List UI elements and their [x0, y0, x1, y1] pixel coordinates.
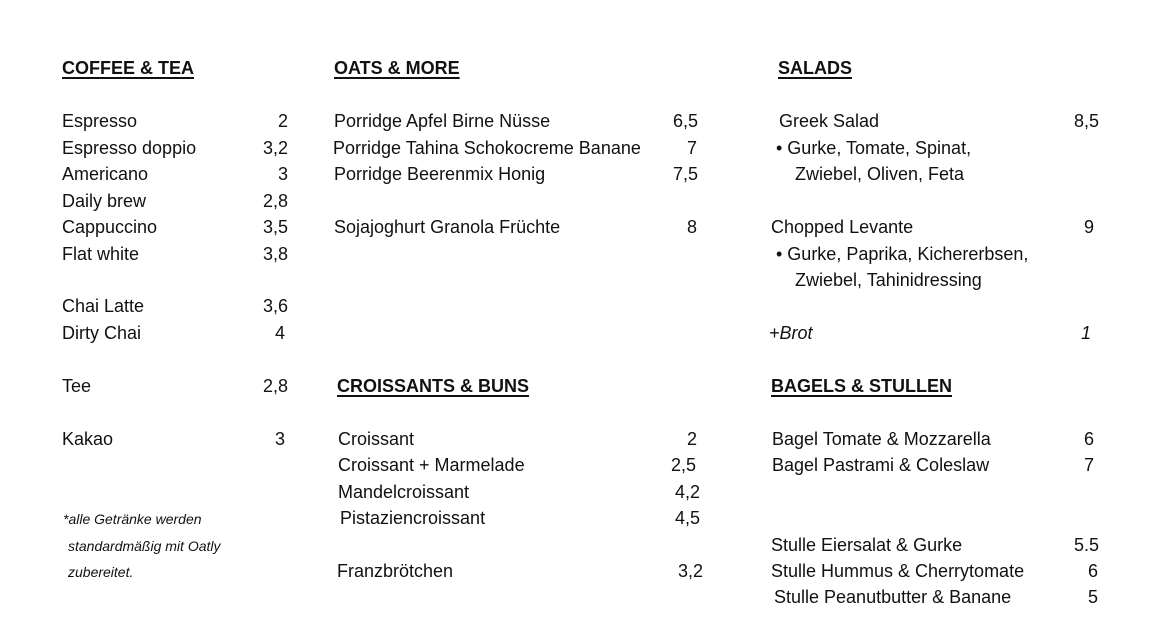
menu-item-price: 5.5 [1073, 535, 1099, 555]
menu-item-price: 4 [274, 323, 285, 343]
menu-item-price: 6 [1087, 561, 1098, 581]
menu-item-price: 8 [686, 217, 697, 237]
menu-item-name: Daily brew [62, 191, 147, 211]
menu-item-name: Cappuccino [62, 217, 158, 237]
menu-item-description: • Gurke, Tomate, Spinat, [776, 138, 972, 158]
menu-item-price: 2,5 [670, 455, 696, 475]
menu-item-name: Dirty Chai [62, 323, 142, 343]
heading-croissants-buns: CROISSANTS & BUNS [337, 376, 530, 396]
menu-item-price: 4,5 [674, 508, 700, 528]
menu-item-name: Porridge Apfel Birne Nüsse [334, 111, 551, 131]
menu-extra-name: +Brot [769, 323, 813, 343]
menu-extra-price: 1 [1080, 323, 1091, 343]
menu-item-price: 3 [277, 164, 288, 184]
menu-item-name: Chopped Levante [771, 217, 914, 237]
menu-item-price: 2 [686, 429, 697, 449]
menu-item-name: Espresso [62, 111, 138, 131]
menu-item-name: Greek Salad [779, 111, 880, 131]
menu-item-name: Sojajoghurt Granola Früchte [334, 217, 561, 237]
menu-item-name: Espresso doppio [62, 138, 197, 158]
drinks-note-line: *alle Getränke werden [63, 511, 202, 527]
menu-item-name: Bagel Pastrami & Coleslaw [772, 455, 990, 475]
menu-item-name: Chai Latte [62, 296, 145, 316]
menu-item-price: 4,2 [674, 482, 700, 502]
menu-item-price: 3,2 [677, 561, 703, 581]
menu-item-price: 3,2 [262, 138, 288, 158]
menu-item-name: Kakao [62, 429, 114, 449]
menu-item-name: Franzbrötchen [337, 561, 454, 581]
heading-oats-more: OATS & MORE [334, 58, 460, 78]
heading-bagels-stullen: BAGELS & STULLEN [771, 376, 953, 396]
menu-item-name: Americano [62, 164, 149, 184]
menu-item-name: Flat white [62, 244, 140, 264]
menu-item-name: Porridge Beerenmix Honig [334, 164, 546, 184]
menu-item-name: Croissant [338, 429, 415, 449]
menu-item-price: 7 [686, 138, 697, 158]
menu-item-name: Bagel Tomate & Mozzarella [772, 429, 991, 449]
menu-item-price: 2,8 [262, 376, 288, 396]
menu-item-description: Zwiebel, Tahinidressing [795, 270, 982, 290]
menu-item-price: 8,5 [1073, 111, 1099, 131]
menu-item-name: Stulle Peanutbutter & Banane [774, 587, 1012, 607]
drinks-note-line: standardmäßig mit Oatly [68, 538, 221, 554]
menu-item-name: Croissant + Marmelade [338, 455, 525, 475]
menu-item-name: Tee [62, 376, 92, 396]
menu-item-description: • Gurke, Paprika, Kichererbsen, [776, 244, 1029, 264]
drinks-note-line: zubereitet. [68, 564, 134, 580]
menu-item-name: Stulle Hummus & Cherrytomate [771, 561, 1025, 581]
menu-item-name: Pistaziencroissant [340, 508, 486, 528]
heading-salads: SALADS [778, 58, 853, 78]
menu-item-name: Porridge Tahina Schokocreme Banane [333, 138, 641, 158]
heading-coffee-tea: COFFEE & TEA [62, 58, 195, 78]
menu-item-price: 9 [1083, 217, 1094, 237]
menu-item-price: 6 [1083, 429, 1094, 449]
menu-item-price: 2,8 [262, 191, 288, 211]
menu-item-price: 7 [1083, 455, 1094, 475]
menu-item-price: 3,6 [262, 296, 288, 316]
menu-item-price: 6,5 [672, 111, 698, 131]
menu-item-name: Stulle Eiersalat & Gurke [771, 535, 963, 555]
menu-item-price: 7,5 [672, 164, 698, 184]
menu-item-description: Zwiebel, Oliven, Feta [795, 164, 965, 184]
menu-item-price: 3,8 [262, 244, 288, 264]
menu-item-price: 3,5 [262, 217, 288, 237]
menu-item-price: 5 [1087, 587, 1098, 607]
menu-item-price: 3 [274, 429, 285, 449]
menu-item-name: Mandelcroissant [338, 482, 470, 502]
menu-item-price: 2 [277, 111, 288, 131]
